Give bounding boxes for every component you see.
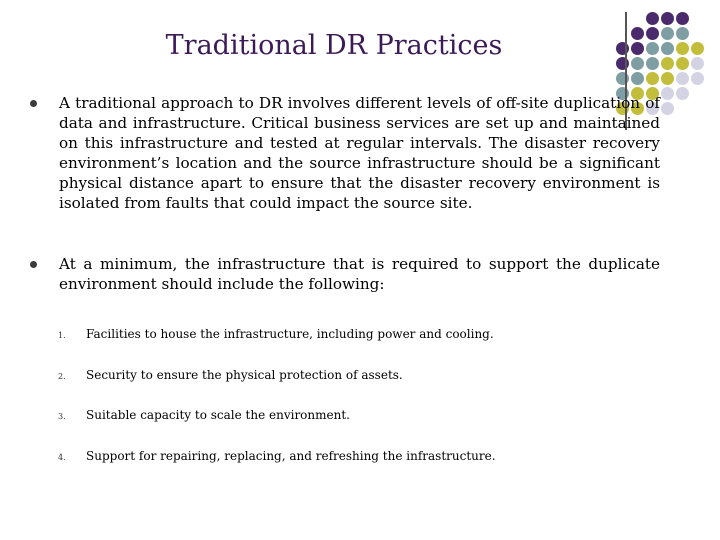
- slide-title: Traditional DR Practices: [165, 30, 503, 61]
- bullet-paragraph-2: [30, 254, 660, 294]
- decorative-dot: [676, 57, 689, 70]
- decorative-dot: [646, 27, 659, 40]
- decorative-dot: [661, 102, 674, 115]
- item-number: 4.: [58, 453, 66, 462]
- decorative-dot: [631, 57, 644, 70]
- decorative-dot: [676, 42, 689, 55]
- decorative-dot: [691, 42, 704, 55]
- decorative-dot: [676, 87, 689, 100]
- decorative-dot: [646, 42, 659, 55]
- decorative-dot: [661, 42, 674, 55]
- item-text: Security to ensure the physical protection of assets.: [86, 368, 403, 382]
- item-text: Facilities to house the infrastructure, including power and cooling.: [86, 327, 494, 341]
- bullet-paragraph-1: [30, 93, 660, 213]
- bullet-dot-icon: [30, 261, 37, 268]
- decorative-dot: [676, 72, 689, 85]
- decorative-dot: [661, 12, 674, 25]
- decorative-dot: [616, 72, 629, 85]
- bullet-text-2: At a minimum, the infrastructure that is required to support the duplicate environment should include the following:: [59, 255, 660, 293]
- item-number: 3.: [58, 412, 66, 421]
- decorative-dot: [646, 57, 659, 70]
- decorative-dot: [676, 12, 689, 25]
- decorative-dot: [616, 42, 629, 55]
- bullet-dot-icon: [30, 100, 37, 107]
- decorative-dot: [661, 72, 674, 85]
- item-text: Support for repairing, replacing, and refreshing the infrastructure.: [86, 449, 496, 463]
- item-text: Suitable capacity to scale the environment.: [86, 408, 350, 422]
- item-number: 1.: [58, 331, 66, 340]
- decorative-dot: [631, 72, 644, 85]
- decorative-dot: [616, 57, 629, 70]
- decorative-dot: [676, 27, 689, 40]
- bullet-text-1: A traditional approach to DR involves different levels of off-site duplication of data and infrastructure. Critical business services are set up and maintained on this infrastructure and tested at regular intervals. The disaster recovery environment’s location and the source infrastructure should be a significant physical distance apart to ensure that the disaster recovery environment is isolated from faults that could impact the source site.: [59, 94, 660, 212]
- decorative-dot: [646, 12, 659, 25]
- decorative-dot: [661, 87, 674, 100]
- decorative-dot: [691, 72, 704, 85]
- item-number: 2.: [58, 372, 66, 381]
- decorative-dot: [631, 42, 644, 55]
- decorative-dot: [661, 27, 674, 40]
- decorative-dot: [691, 57, 704, 70]
- decorative-dot: [646, 72, 659, 85]
- decorative-dot: [661, 57, 674, 70]
- decorative-dot: [631, 27, 644, 40]
